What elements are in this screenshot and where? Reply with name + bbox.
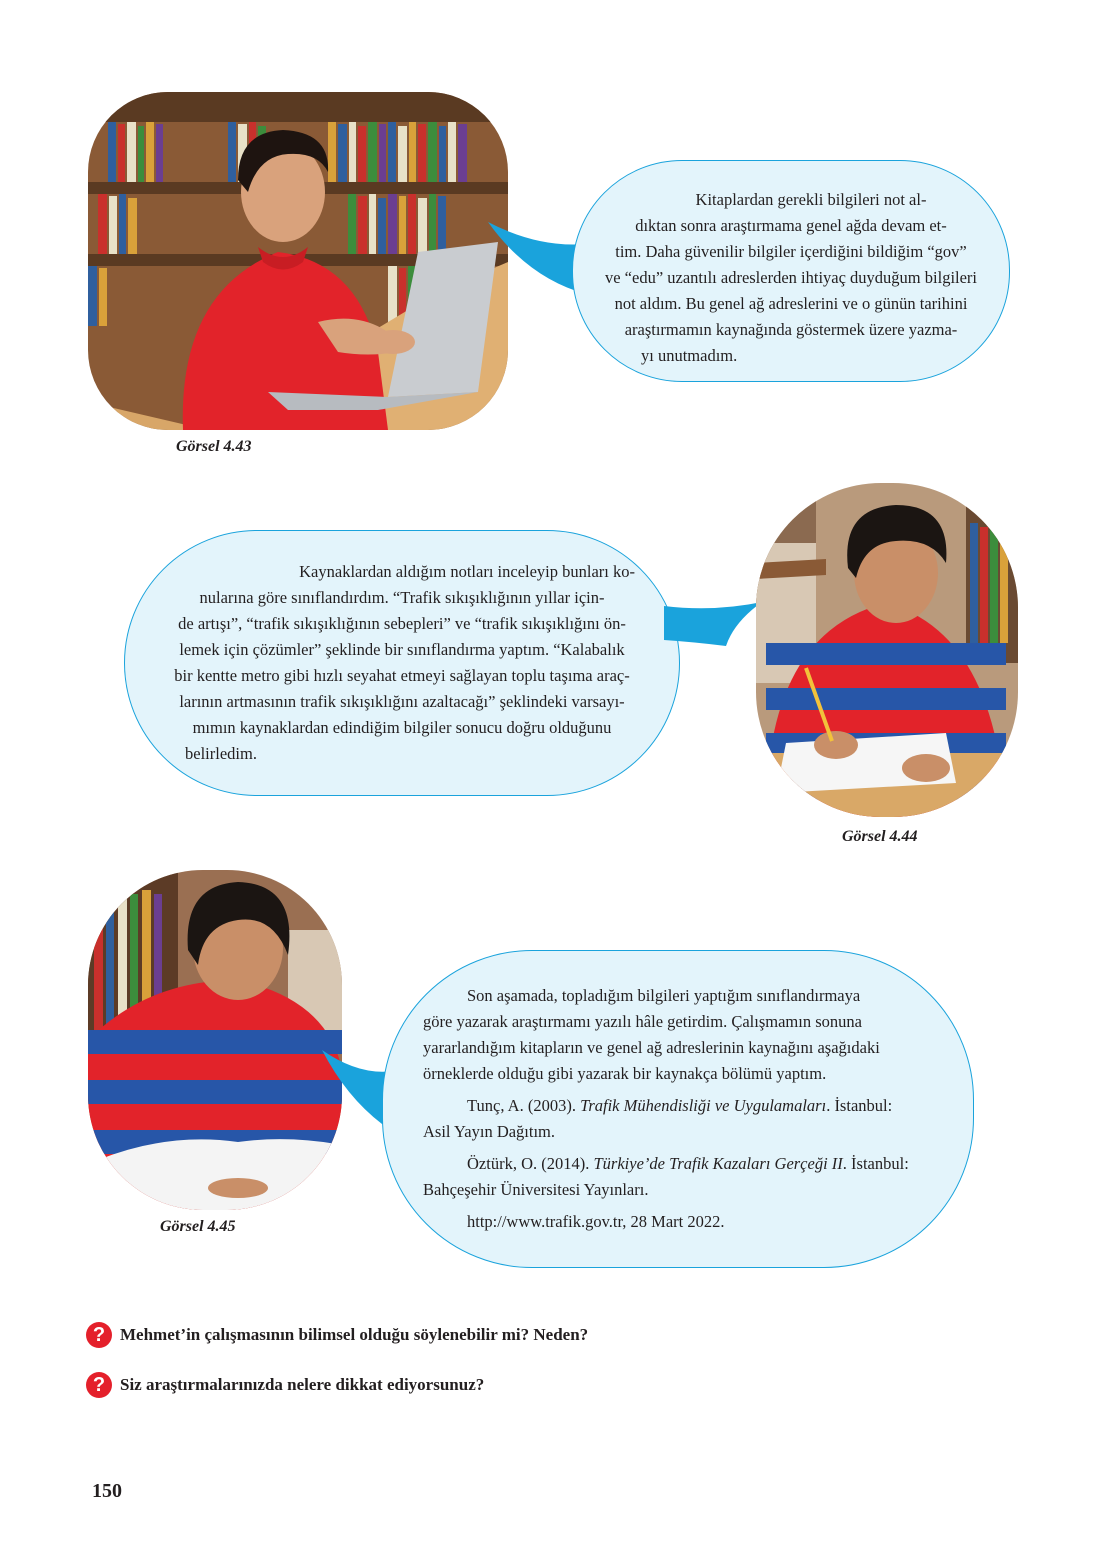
reference-tunc-title: Trafik Mühendisliği ve Uygulamaları <box>580 1096 827 1115</box>
question-1 <box>86 1322 588 1348</box>
speech-bubble-3 <box>382 950 974 1268</box>
bubble-2-line: belirledim. <box>185 744 257 763</box>
bubble-3-line: göre yazarak araştırmamı yazılı hâle getirdim. Çalışmamın sonuna <box>423 1012 862 1031</box>
reference-ozturk-publisher: Bahçeşehir Üniversitesi Yayınları. <box>423 1180 649 1199</box>
reference-website: http://www.trafik.gov.tr, 28 Mart 2022. <box>467 1212 725 1231</box>
bubble-3-line: Son aşamada, topladığım bilgileri yaptığım sınıflandırmaya <box>467 986 861 1005</box>
question-2-text: Siz araştırmalarınızda nelere dikkat ediyorsunuz? <box>120 1375 485 1394</box>
reference-tunc <box>419 1093 937 1119</box>
speech-bubble-1 <box>572 160 1010 382</box>
bubble-2-line: nularına göre sınıflandırdım. “Trafik sıkışıklığının yıllar için- <box>199 588 605 607</box>
photo-boy-laptop <box>88 92 508 430</box>
bubble-1-line: ve “edu” uzantılı adreslerden ihtiyaç duyduğum bilgileri <box>604 268 978 287</box>
bubble-2-line: larının artmasının trafik sıkışıklığını azaltacağı” şeklindeki varsayı- <box>179 692 625 711</box>
reference-ozturk-author: Öztürk, O. (2014). <box>467 1154 594 1173</box>
bubble-2-line: Kaynaklardan aldığım notları inceleyip bunları ko- <box>299 562 635 581</box>
bubble-1-line: yı unutmadım. <box>641 346 738 365</box>
reference-ozturk-place: . İstanbul: <box>842 1154 909 1173</box>
speech-bubble-tail-2 <box>664 598 764 648</box>
bubble-2-line: lemek için çözümler” şeklinde bir sınıflandırma yaptım. “Kalabalık <box>179 640 625 659</box>
bubble-1-line: araştırmamın kaynağında göstermek üzere yazma- <box>624 320 958 339</box>
speech-bubble-2 <box>124 530 680 796</box>
bubble-2-line: mımın kaynaklardan edindiğim bilgiler sonucu doğru olduğunu <box>192 718 612 737</box>
photo-boy-writing <box>756 483 1018 817</box>
figure-caption-4-44: Görsel 4.44 <box>842 828 918 845</box>
reference-tunc-publisher: Asil Yayın Dağıtım. <box>423 1122 556 1141</box>
bubble-3-line: örneklerde olduğu gibi yazarak bir kaynakça bölümü yaptım. <box>423 1064 827 1083</box>
question-mark-icon: ? <box>86 1372 112 1398</box>
bubble-3-line: yararlandığım kitapların ve genel ağ adreslerinin kaynağını aşağıdaki <box>423 1038 880 1057</box>
reference-ozturk <box>419 1151 937 1177</box>
bubble-2-line: bir kentte metro gibi hızlı seyahat etmeyi sağlayan toplu taşıma araç- <box>174 666 630 685</box>
reference-tunc-author: Tunç, A. (2003). <box>467 1096 581 1115</box>
page-number: 150 <box>92 1480 122 1502</box>
reference-tunc-place: . İstanbul: <box>826 1096 893 1115</box>
bubble-1-line: tim. Daha güvenilir bilgiler içerdiğini bildiğim “gov” <box>615 242 967 261</box>
bubble-1-line: Kitaplardan gerekli bilgileri not al- <box>695 190 927 209</box>
bubble-1-line: dıktan sonra araştırmama genel ağda devam et- <box>635 216 947 235</box>
bubble-2-line: de artışı”, “trafik sıkışıklığının sebepleri” ve “trafik sıkışıklığını ön- <box>178 614 626 633</box>
question-mark-icon: ? <box>86 1322 112 1348</box>
reference-ozturk-title: Türkiye’de Trafik Kazaları Gerçeği II <box>593 1154 843 1173</box>
bubble-1-line: not aldım. Bu genel ağ adreslerini ve o günün tarihini <box>614 294 968 313</box>
figure-caption-4-45: Görsel 4.45 <box>160 1218 236 1235</box>
photo-boy-reading <box>88 870 342 1210</box>
figure-caption-4-43: Görsel 4.43 <box>176 438 252 455</box>
question-1-text: Mehmet’in çalışmasının bilimsel olduğu söylenebilir mi? Neden? <box>120 1325 589 1344</box>
question-2 <box>86 1372 484 1398</box>
